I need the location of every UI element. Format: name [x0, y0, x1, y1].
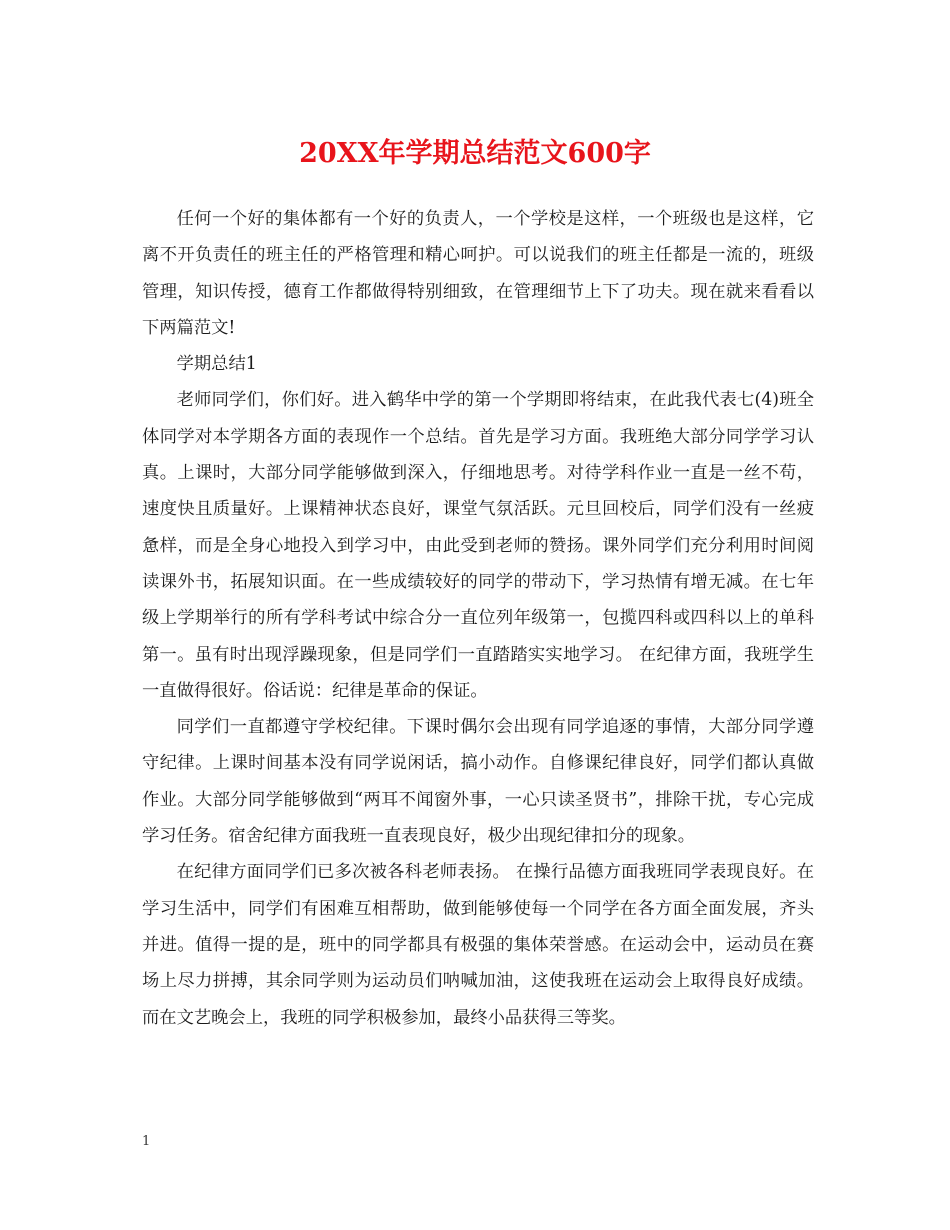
intro-paragraph: 任何一个好的集体都有一个好的负责人，一个学校是这样，一个班级也是这样，它离不开负责任的班主任的严格管理和精心呵护。可以说我们的班主任都是一流的，班级管理，知识传授，德育工作都做得特别细致，在管理细节上下了功夫。现在就来看看以下两篇范文!: [142, 209, 814, 338]
document-body: [142, 201, 814, 1036]
section-heading: 学期总结1: [176, 354, 257, 375]
page-number: 1: [142, 1134, 151, 1149]
document-title: 20XX年学期总结范文600字: [299, 138, 651, 169]
body-paragraph: 同学们一直都遵守学校纪律。下课时偶尔会出现有同学追逐的事情，大部分同学遵守纪律。上课时间基本没有同学说闲话，搞小动作。自修课纪律良好，同学们都认真做作业。大部分同学能够做到“两耳不闻窗外事，一心只读圣贤书”，排除干扰，专心完成学习任务。宿舍纪律方面我班一直表现良好，极少出现纪律扣分的现象。: [142, 717, 814, 847]
body-paragraph: 老师同学们，你们好。进入鹤华中学的第一个学期即将结束，在此我代表七(4)班全体同学对本学期各方面的表现作一个总结。首先是学习方面。我班绝大部分同学学习认真。上课时，大部分同学能够做到深入，仔细地思考。对待学科作业一直是一丝不苟，速度快且质量好。上课精神状态良好，课堂气氛活跃。元旦回校后，同学们没有一丝疲惫样，而是全身心地投入到学习中，由此受到老师的赞扬。课外同学们充分利用时间阅读课外书，拓展知识面。在一些成绩较好的同学的带动下，学习热情有增无减。在七年级上学期举行的所有学科考试中综合分一直位列年级第一，包揽四科或四科以上的单科第一。虽有时出现浮躁现象，但是同学们一直踏踏实实地学习。 在纪律方面，我班学生一直做得很好。俗话说：纪律是革命的保证。: [142, 390, 814, 701]
body-paragraph: 在纪律方面同学们已多次被各科老师表扬。 在操行品德方面我班同学表现良好。在学习生活中，同学们有困难互相帮助，做到能够使每一个同学在各方面全面发展，齐头并进。值得一提的是，班中的同学都具有极强的集体荣誉感。在运动会中，运动员在赛场上尽力拼搏，其余同学则为运动员们呐喊加油，这使我班在运动会上取得良好成绩。而在文艺晚会上，我班的同学积极参加，最终小品获得三等奖。: [142, 862, 814, 1028]
